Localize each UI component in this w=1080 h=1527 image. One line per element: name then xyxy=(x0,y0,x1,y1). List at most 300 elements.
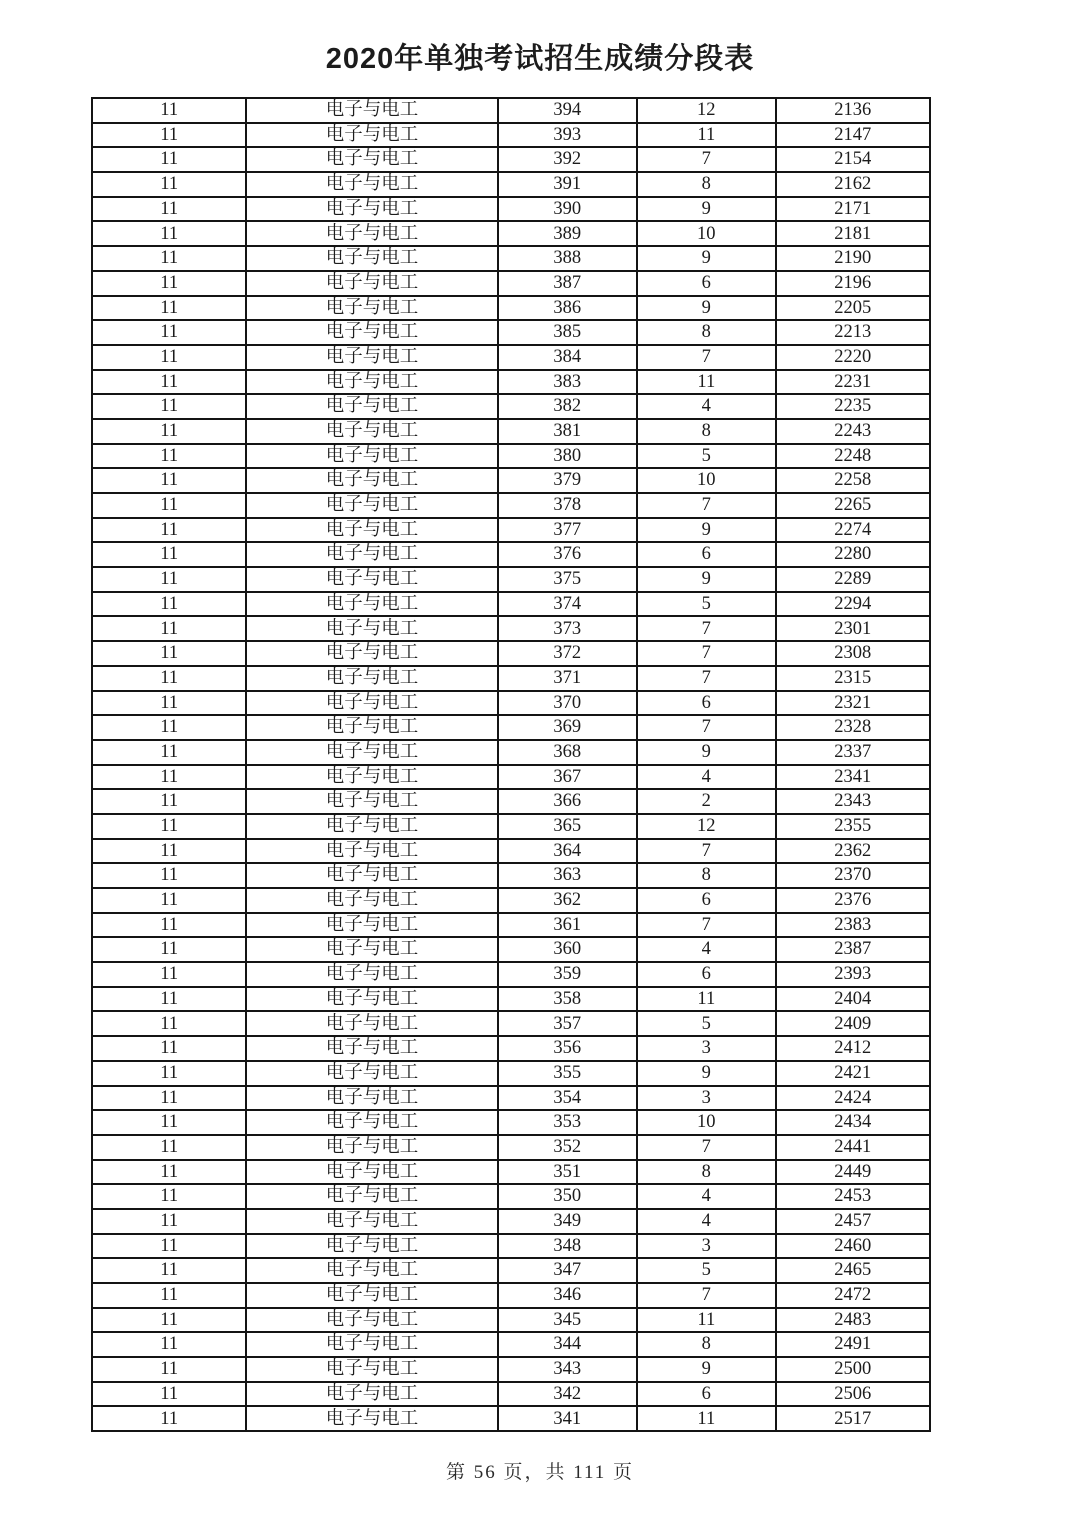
table-cell: 电子与电工 xyxy=(246,468,497,493)
table-cell: 电子与电工 xyxy=(246,221,497,246)
table-cell: 电子与电工 xyxy=(246,740,497,765)
table-cell: 2321 xyxy=(776,691,930,716)
table-cell: 4 xyxy=(637,937,776,962)
table-row xyxy=(92,789,930,814)
table-cell: 电子与电工 xyxy=(246,98,497,123)
table-cell: 2517 xyxy=(776,1406,930,1431)
table-cell: 11 xyxy=(92,1061,246,1086)
table-cell: 2457 xyxy=(776,1209,930,1234)
table-cell: 9 xyxy=(637,197,776,222)
table-cell: 电子与电工 xyxy=(246,246,497,271)
table-cell: 2355 xyxy=(776,814,930,839)
table-cell: 11 xyxy=(92,789,246,814)
table-cell: 8 xyxy=(637,863,776,888)
table-row xyxy=(92,715,930,740)
table-row xyxy=(92,98,930,123)
table-cell: 11 xyxy=(92,740,246,765)
table-cell: 11 xyxy=(92,715,246,740)
table-cell: 2421 xyxy=(776,1061,930,1086)
table-cell: 电子与电工 xyxy=(246,296,497,321)
table-row xyxy=(92,839,930,864)
table-cell: 5 xyxy=(637,1258,776,1283)
table-row xyxy=(92,863,930,888)
table-cell: 11 xyxy=(92,172,246,197)
table-cell: 385 xyxy=(498,320,637,345)
table-cell: 11 xyxy=(92,1283,246,1308)
table-cell: 2289 xyxy=(776,567,930,592)
table-cell: 393 xyxy=(498,123,637,148)
table-cell: 11 xyxy=(92,592,246,617)
table-cell: 11 xyxy=(92,1160,246,1185)
table-row xyxy=(92,419,930,444)
table-cell: 356 xyxy=(498,1036,637,1061)
table-cell: 8 xyxy=(637,1160,776,1185)
table-cell: 8 xyxy=(637,1332,776,1357)
table-cell: 3 xyxy=(637,1234,776,1259)
table-cell: 373 xyxy=(498,616,637,641)
table-cell: 387 xyxy=(498,271,637,296)
table-cell: 2205 xyxy=(776,296,930,321)
table-cell: 电子与电工 xyxy=(246,567,497,592)
table-cell: 7 xyxy=(637,839,776,864)
table-cell: 364 xyxy=(498,839,637,864)
table-cell: 电子与电工 xyxy=(246,345,497,370)
table-cell: 11 xyxy=(92,419,246,444)
score-table xyxy=(91,97,931,1432)
table-row xyxy=(92,814,930,839)
table-cell: 2220 xyxy=(776,345,930,370)
table-cell: 9 xyxy=(637,740,776,765)
table-cell: 11 xyxy=(92,197,246,222)
table-cell: 359 xyxy=(498,962,637,987)
table-row xyxy=(92,1160,930,1185)
table-cell: 电子与电工 xyxy=(246,691,497,716)
table-cell: 电子与电工 xyxy=(246,1110,497,1135)
table-cell: 11 xyxy=(92,863,246,888)
table-cell: 2162 xyxy=(776,172,930,197)
table-row xyxy=(92,616,930,641)
table-row xyxy=(92,691,930,716)
table-row xyxy=(92,888,930,913)
table-cell: 2181 xyxy=(776,221,930,246)
table-cell: 366 xyxy=(498,789,637,814)
table-cell: 11 xyxy=(92,271,246,296)
table-cell: 5 xyxy=(637,592,776,617)
table-cell: 6 xyxy=(637,962,776,987)
table-cell: 11 xyxy=(92,1406,246,1431)
table-cell: 2315 xyxy=(776,666,930,691)
table-cell: 11 xyxy=(92,394,246,419)
page-title: 2020年单独考试招生成绩分段表 xyxy=(325,43,755,75)
table-cell: 电子与电工 xyxy=(246,1258,497,1283)
table-row xyxy=(92,1086,930,1111)
table-cell: 374 xyxy=(498,592,637,617)
table-cell: 2465 xyxy=(776,1258,930,1283)
table-cell: 11 xyxy=(92,1308,246,1333)
table-cell: 11 xyxy=(637,1308,776,1333)
table-cell: 电子与电工 xyxy=(246,616,497,641)
table-cell: 电子与电工 xyxy=(246,814,497,839)
table-cell: 2472 xyxy=(776,1283,930,1308)
table-cell: 363 xyxy=(498,863,637,888)
table-cell: 369 xyxy=(498,715,637,740)
table-cell: 11 xyxy=(92,123,246,148)
table-cell: 电子与电工 xyxy=(246,715,497,740)
table-cell: 11 xyxy=(92,296,246,321)
table-cell: 电子与电工 xyxy=(246,493,497,518)
table-cell: 11 xyxy=(92,468,246,493)
table-row xyxy=(92,345,930,370)
table-cell: 4 xyxy=(637,1184,776,1209)
table-cell: 11 xyxy=(92,1258,246,1283)
table-cell: 电子与电工 xyxy=(246,666,497,691)
table-cell: 11 xyxy=(92,913,246,938)
table-row xyxy=(92,1258,930,1283)
table-cell: 351 xyxy=(498,1160,637,1185)
table-cell: 9 xyxy=(637,246,776,271)
table-cell: 390 xyxy=(498,197,637,222)
table-cell: 383 xyxy=(498,370,637,395)
table-cell: 电子与电工 xyxy=(246,1234,497,1259)
table-cell: 11 xyxy=(637,370,776,395)
table-cell: 2248 xyxy=(776,444,930,469)
table-cell: 11 xyxy=(92,1332,246,1357)
table-cell: 375 xyxy=(498,567,637,592)
table-cell: 2453 xyxy=(776,1184,930,1209)
table-cell: 电子与电工 xyxy=(246,444,497,469)
table-cell: 345 xyxy=(498,1308,637,1333)
table-cell: 电子与电工 xyxy=(246,370,497,395)
table-cell: 394 xyxy=(498,98,637,123)
table-cell: 2449 xyxy=(776,1160,930,1185)
table-row xyxy=(92,1184,930,1209)
table-cell: 350 xyxy=(498,1184,637,1209)
table-cell: 电子与电工 xyxy=(246,592,497,617)
table-row xyxy=(92,641,930,666)
table-row xyxy=(92,1332,930,1357)
table-cell: 343 xyxy=(498,1357,637,1382)
table-cell: 电子与电工 xyxy=(246,542,497,567)
table-cell: 6 xyxy=(637,271,776,296)
table-cell: 电子与电工 xyxy=(246,1406,497,1431)
table-cell: 3 xyxy=(637,1036,776,1061)
table-cell: 2404 xyxy=(776,987,930,1012)
table-cell: 11 xyxy=(92,1135,246,1160)
table-cell: 2280 xyxy=(776,542,930,567)
table-row xyxy=(92,444,930,469)
table-cell: 12 xyxy=(637,814,776,839)
table-cell: 376 xyxy=(498,542,637,567)
table-cell: 11 xyxy=(92,1382,246,1407)
table-cell: 2231 xyxy=(776,370,930,395)
table-cell: 电子与电工 xyxy=(246,123,497,148)
table-row xyxy=(92,1234,930,1259)
table-row xyxy=(92,271,930,296)
table-cell: 360 xyxy=(498,937,637,962)
table-cell: 电子与电工 xyxy=(246,1308,497,1333)
table-row xyxy=(92,246,930,271)
table-cell: 9 xyxy=(637,296,776,321)
table-cell: 电子与电工 xyxy=(246,863,497,888)
table-cell: 2213 xyxy=(776,320,930,345)
table-cell: 11 xyxy=(92,1036,246,1061)
table-cell: 2328 xyxy=(776,715,930,740)
table-row xyxy=(92,320,930,345)
table-cell: 6 xyxy=(637,691,776,716)
table-cell: 352 xyxy=(498,1135,637,1160)
table-cell: 355 xyxy=(498,1061,637,1086)
table-cell: 7 xyxy=(637,493,776,518)
table-cell: 379 xyxy=(498,468,637,493)
table-cell: 2308 xyxy=(776,641,930,666)
table-cell: 11 xyxy=(92,839,246,864)
table-cell: 电子与电工 xyxy=(246,1357,497,1382)
table-cell: 362 xyxy=(498,888,637,913)
table-row xyxy=(92,937,930,962)
table-cell: 7 xyxy=(637,147,776,172)
table-cell: 2409 xyxy=(776,1011,930,1036)
table-cell: 2343 xyxy=(776,789,930,814)
table-cell: 9 xyxy=(637,567,776,592)
table-cell: 365 xyxy=(498,814,637,839)
table-row xyxy=(92,1061,930,1086)
table-cell: 2136 xyxy=(776,98,930,123)
table-cell: 6 xyxy=(637,888,776,913)
table-cell: 电子与电工 xyxy=(246,962,497,987)
table-cell: 9 xyxy=(637,1061,776,1086)
table-cell: 357 xyxy=(498,1011,637,1036)
table-cell: 11 xyxy=(92,641,246,666)
table-cell: 电子与电工 xyxy=(246,518,497,543)
table-cell: 2412 xyxy=(776,1036,930,1061)
table-row xyxy=(92,592,930,617)
table-row xyxy=(92,1283,930,1308)
table-row xyxy=(92,1110,930,1135)
table-cell: 4 xyxy=(637,765,776,790)
table-row xyxy=(92,493,930,518)
table-row xyxy=(92,666,930,691)
table-cell: 12 xyxy=(637,98,776,123)
table-cell: 11 xyxy=(92,937,246,962)
table-cell: 11 xyxy=(92,1086,246,1111)
table-cell: 2258 xyxy=(776,468,930,493)
table-cell: 11 xyxy=(92,147,246,172)
table-cell: 11 xyxy=(92,246,246,271)
table-cell: 5 xyxy=(637,444,776,469)
table-cell: 380 xyxy=(498,444,637,469)
table-row xyxy=(92,962,930,987)
table-cell: 6 xyxy=(637,542,776,567)
table-cell: 378 xyxy=(498,493,637,518)
table-cell: 7 xyxy=(637,616,776,641)
table-cell: 348 xyxy=(498,1234,637,1259)
score-table-body xyxy=(92,98,930,1431)
table-cell: 电子与电工 xyxy=(246,1332,497,1357)
table-row xyxy=(92,1209,930,1234)
table-cell: 7 xyxy=(637,1135,776,1160)
table-cell: 电子与电工 xyxy=(246,147,497,172)
table-cell: 11 xyxy=(92,1209,246,1234)
table-cell: 电子与电工 xyxy=(246,1036,497,1061)
page-footer xyxy=(0,1457,1080,1484)
table-cell: 7 xyxy=(637,345,776,370)
table-cell: 电子与电工 xyxy=(246,419,497,444)
table-row xyxy=(92,123,930,148)
table-cell: 8 xyxy=(637,172,776,197)
table-cell: 2243 xyxy=(776,419,930,444)
table-cell: 8 xyxy=(637,320,776,345)
table-cell: 371 xyxy=(498,666,637,691)
table-cell: 2434 xyxy=(776,1110,930,1135)
table-cell: 2506 xyxy=(776,1382,930,1407)
table-row xyxy=(92,197,930,222)
table-cell: 10 xyxy=(637,221,776,246)
table-cell: 388 xyxy=(498,246,637,271)
table-cell: 2274 xyxy=(776,518,930,543)
table-cell: 361 xyxy=(498,913,637,938)
table-cell: 342 xyxy=(498,1382,637,1407)
table-cell: 354 xyxy=(498,1086,637,1111)
table-row xyxy=(92,1357,930,1382)
table-row xyxy=(92,370,930,395)
table-cell: 11 xyxy=(92,1184,246,1209)
table-cell: 11 xyxy=(92,345,246,370)
table-cell: 电子与电工 xyxy=(246,987,497,1012)
table-cell: 电子与电工 xyxy=(246,913,497,938)
table-row xyxy=(92,147,930,172)
table-cell: 电子与电工 xyxy=(246,172,497,197)
table-cell: 11 xyxy=(92,320,246,345)
table-cell: 11 xyxy=(92,370,246,395)
table-cell: 2190 xyxy=(776,246,930,271)
table-row xyxy=(92,1036,930,1061)
table-cell: 5 xyxy=(637,1011,776,1036)
table-row xyxy=(92,1382,930,1407)
table-row xyxy=(92,1406,930,1431)
table-cell: 2460 xyxy=(776,1234,930,1259)
table-cell: 7 xyxy=(637,715,776,740)
table-row xyxy=(92,221,930,246)
table-row xyxy=(92,913,930,938)
table-cell: 372 xyxy=(498,641,637,666)
table-cell: 电子与电工 xyxy=(246,937,497,962)
table-row xyxy=(92,1011,930,1036)
table-cell: 11 xyxy=(92,493,246,518)
table-cell: 电子与电工 xyxy=(246,1135,497,1160)
table-cell: 电子与电工 xyxy=(246,320,497,345)
page-number-text: 第 56 页，共 111 页 xyxy=(445,1462,635,1483)
table-cell: 2370 xyxy=(776,863,930,888)
table-cell: 2 xyxy=(637,789,776,814)
table-row xyxy=(92,394,930,419)
table-cell: 2424 xyxy=(776,1086,930,1111)
table-cell: 7 xyxy=(637,913,776,938)
table-cell: 电子与电工 xyxy=(246,394,497,419)
table-cell: 11 xyxy=(92,1011,246,1036)
table-cell: 2171 xyxy=(776,197,930,222)
table-cell: 349 xyxy=(498,1209,637,1234)
table-row xyxy=(92,468,930,493)
table-cell: 4 xyxy=(637,1209,776,1234)
table-row xyxy=(92,542,930,567)
table-cell: 2265 xyxy=(776,493,930,518)
table-cell: 2301 xyxy=(776,616,930,641)
table-cell: 2376 xyxy=(776,888,930,913)
table-cell: 384 xyxy=(498,345,637,370)
table-row xyxy=(92,765,930,790)
table-cell: 2441 xyxy=(776,1135,930,1160)
table-cell: 2500 xyxy=(776,1357,930,1382)
table-cell: 2393 xyxy=(776,962,930,987)
table-cell: 358 xyxy=(498,987,637,1012)
table-row xyxy=(92,518,930,543)
table-cell: 11 xyxy=(92,221,246,246)
table-cell: 4 xyxy=(637,394,776,419)
table-cell: 电子与电工 xyxy=(246,271,497,296)
table-cell: 11 xyxy=(92,666,246,691)
table-cell: 6 xyxy=(637,1382,776,1407)
table-row xyxy=(92,987,930,1012)
table-cell: 2491 xyxy=(776,1332,930,1357)
table-cell: 381 xyxy=(498,419,637,444)
table-row xyxy=(92,1135,930,1160)
table-cell: 382 xyxy=(498,394,637,419)
table-cell: 344 xyxy=(498,1332,637,1357)
table-cell: 电子与电工 xyxy=(246,1382,497,1407)
table-cell: 2387 xyxy=(776,937,930,962)
table-cell: 11 xyxy=(637,1406,776,1431)
table-cell: 341 xyxy=(498,1406,637,1431)
table-cell: 346 xyxy=(498,1283,637,1308)
table-cell: 3 xyxy=(637,1086,776,1111)
table-cell: 2235 xyxy=(776,394,930,419)
table-row xyxy=(92,296,930,321)
table-cell: 386 xyxy=(498,296,637,321)
table-cell: 11 xyxy=(92,962,246,987)
table-cell: 367 xyxy=(498,765,637,790)
table-cell: 2362 xyxy=(776,839,930,864)
table-cell: 2337 xyxy=(776,740,930,765)
table-cell: 11 xyxy=(92,1110,246,1135)
table-row xyxy=(92,567,930,592)
table-cell: 347 xyxy=(498,1258,637,1283)
table-cell: 10 xyxy=(637,468,776,493)
table-cell: 9 xyxy=(637,1357,776,1382)
table-cell: 11 xyxy=(92,765,246,790)
table-cell: 391 xyxy=(498,172,637,197)
table-cell: 11 xyxy=(92,888,246,913)
table-cell: 11 xyxy=(92,987,246,1012)
table-cell: 8 xyxy=(637,419,776,444)
table-cell: 11 xyxy=(92,444,246,469)
table-cell: 电子与电工 xyxy=(246,641,497,666)
table-cell: 电子与电工 xyxy=(246,839,497,864)
table-cell: 389 xyxy=(498,221,637,246)
table-cell: 11 xyxy=(92,1357,246,1382)
table-cell: 11 xyxy=(92,814,246,839)
table-cell: 2483 xyxy=(776,1308,930,1333)
table-cell: 11 xyxy=(92,616,246,641)
table-row xyxy=(92,172,930,197)
table-cell: 2147 xyxy=(776,123,930,148)
table-cell: 2383 xyxy=(776,913,930,938)
table-cell: 377 xyxy=(498,518,637,543)
table-cell: 电子与电工 xyxy=(246,1011,497,1036)
table-cell: 10 xyxy=(637,1110,776,1135)
table-cell: 11 xyxy=(637,987,776,1012)
table-cell: 电子与电工 xyxy=(246,197,497,222)
table-cell: 电子与电工 xyxy=(246,1061,497,1086)
